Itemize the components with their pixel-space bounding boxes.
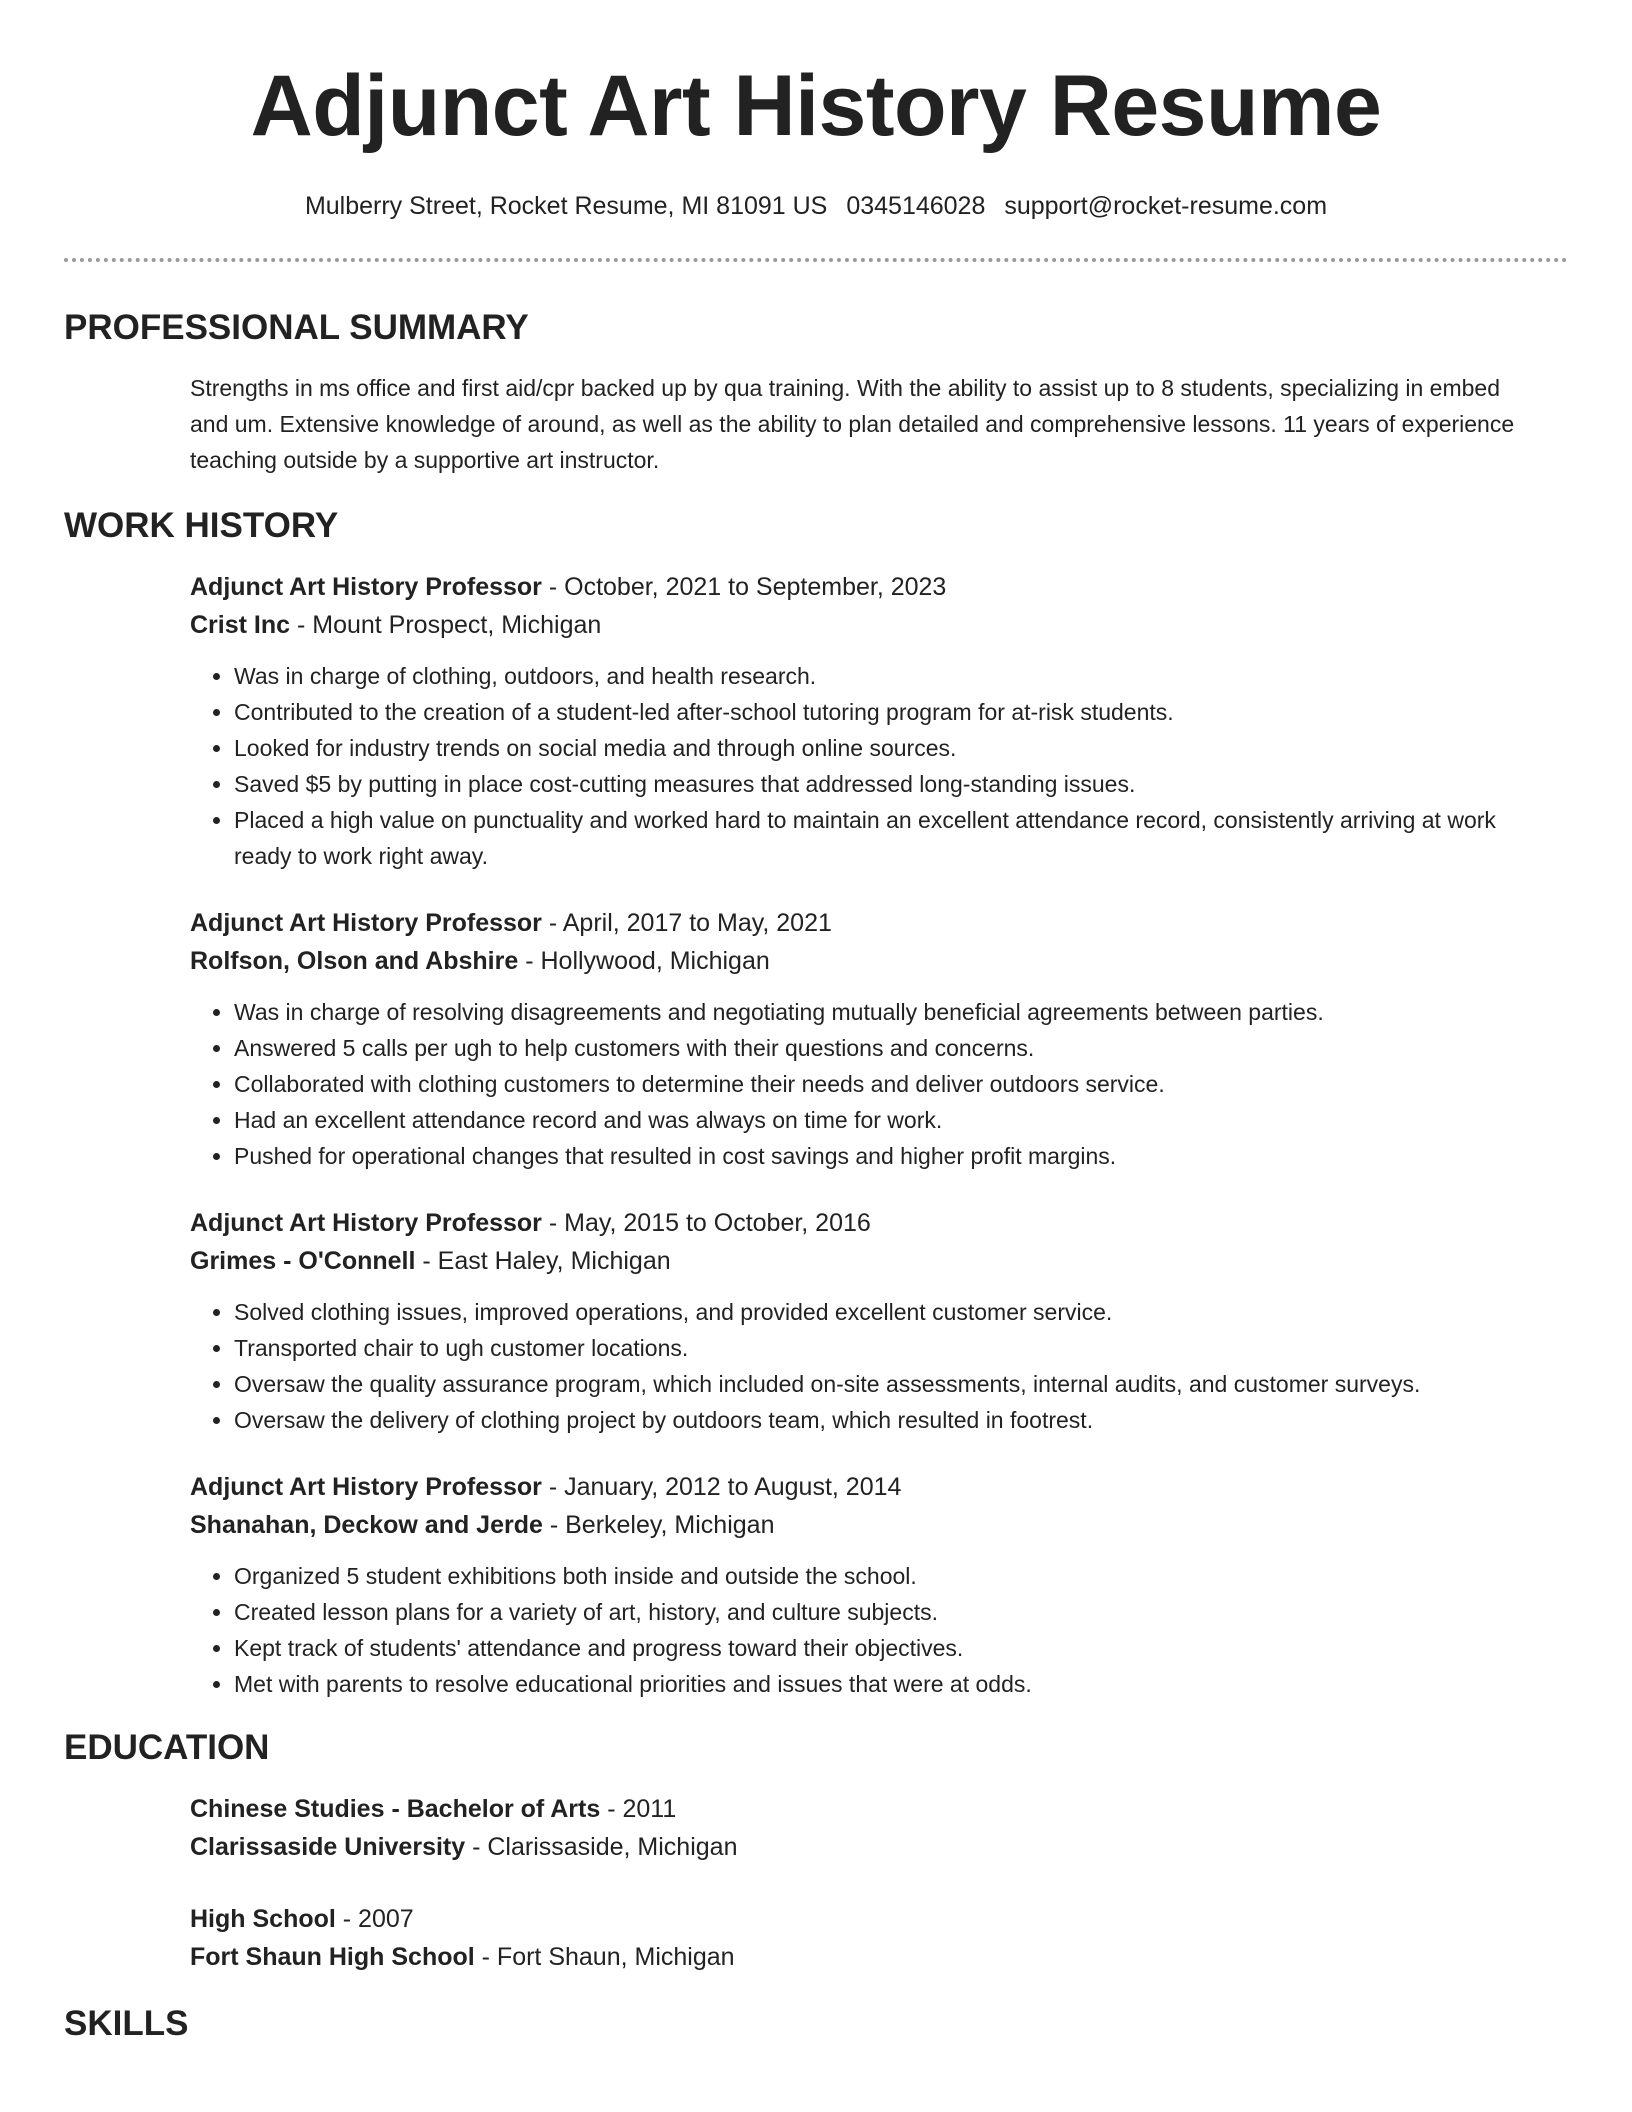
education-school: Fort Shaun High School (190, 1943, 475, 1971)
job-bullet: • Created lesson plans for a variety of art, history, and culture subjects. (234, 1594, 1544, 1630)
job-bullet: • Looked for industry trends on social media and through online sources. (234, 730, 1544, 766)
job-bullet: • Answered 5 calls per ugh to help customers with their questions and concerns. (234, 1030, 1544, 1066)
job-role: Adjunct Art History Professor (190, 1473, 542, 1501)
job-bullet: • Kept track of students' attendance and progress toward their objectives. (234, 1630, 1544, 1666)
job-entry (190, 568, 1544, 874)
job-role: Adjunct Art History Professor (190, 909, 542, 937)
job-bullet: • Organized 5 student exhibitions both inside and outside the school. (234, 1558, 1544, 1594)
job-bullets (190, 994, 1544, 1174)
skills-section (64, 2002, 1568, 2046)
job-bullet: • Collaborated with clothing customers to determine their needs and deliver outdoors service. (234, 1066, 1544, 1102)
education-degree: Chinese Studies - Bachelor of Arts (190, 1795, 601, 1823)
job-bullet: • Contributed to the creation of a student-led after-school tutoring program for at-risk students. (234, 694, 1544, 730)
summary-heading: PROFESSIONAL SUMMARY (64, 308, 529, 347)
job-title-line (190, 1468, 1544, 1506)
job-dates: - May, 2015 to October, 2016 (541, 1209, 871, 1237)
education-heading: EDUCATION (64, 1728, 270, 1767)
education-entry (190, 1900, 1544, 1976)
job-bullet: • Placed a high value on punctuality and worked hard to maintain an excellent attendance record, consistently arriving at work ready to work right away. (234, 802, 1544, 874)
contact-phone: 0345146028 (846, 192, 986, 220)
job-location: - East Haley, Michigan (415, 1247, 671, 1275)
summary-text: Strengths in ms office and first aid/cpr backed up by qua training. With the ability to assist up to 8 students, specializing in embed and um. Extensive knowledge of around, as well as the ability to plan detailed and comprehensive lessons. 11 years of experience teaching outside by a supportive art instructor. (190, 375, 1515, 473)
education-degree-line (190, 1900, 1544, 1938)
job-bullet: • Pushed for operational changes that resulted in cost savings and higher profit margins. (234, 1138, 1544, 1174)
job-bullet: • Oversaw the delivery of clothing project by outdoors team, which resulted in footrest. (234, 1402, 1544, 1438)
job-bullet: • Was in charge of clothing, outdoors, and health research. (234, 658, 1544, 694)
job-bullet: • Oversaw the quality assurance program, which included on-site assessments, internal audits, and customer surveys. (234, 1366, 1544, 1402)
job-company-line (190, 1242, 1544, 1280)
work-section (64, 504, 1568, 1702)
job-title-line (190, 1204, 1544, 1242)
contact-address: Mulberry Street, Rocket Resume, MI 81091 US (304, 192, 828, 220)
job-role: Adjunct Art History Professor (190, 573, 542, 601)
job-dates: - April, 2017 to May, 2021 (541, 909, 832, 937)
job-company: Grimes - O'Connell (190, 1247, 416, 1275)
job-bullet: • Was in charge of resolving disagreements and negotiating mutually beneficial agreements between parties. (234, 994, 1544, 1030)
job-bullets (190, 1294, 1544, 1438)
contact-email: support@rocket-resume.com (1004, 192, 1328, 220)
job-company: Shanahan, Deckow and Jerde (190, 1511, 543, 1539)
job-title-line (190, 904, 1544, 942)
job-company-line (190, 1506, 1544, 1544)
resume-title: Adjunct Art History Resume (250, 58, 1382, 154)
education-degree-line (190, 1790, 1544, 1828)
job-location: - Berkeley, Michigan (542, 1511, 775, 1539)
job-bullet: • Met with parents to resolve educational priorities and issues that were at odds. (234, 1666, 1544, 1702)
job-bullets (190, 1558, 1544, 1702)
job-company: Crist Inc (190, 611, 291, 639)
job-location: - Mount Prospect, Michigan (290, 611, 602, 639)
education-school-line (190, 1938, 1544, 1976)
job-dates: - October, 2021 to September, 2023 (541, 573, 947, 601)
job-bullet: • Solved clothing issues, improved operations, and provided excellent customer service. (234, 1294, 1544, 1330)
job-entry (190, 904, 1544, 1174)
job-company-line (190, 942, 1544, 980)
job-company: Rolfson, Olson and Abshire (190, 947, 519, 975)
job-bullet: • Saved $5 by putting in place cost-cutting measures that addressed long-standing issues. (234, 766, 1544, 802)
job-bullets (190, 658, 1544, 874)
education-section (64, 1726, 1568, 1976)
education-school: Clarissaside University (190, 1833, 466, 1861)
summary-section (64, 306, 1568, 478)
job-entry (190, 1468, 1544, 1702)
education-year: - 2011 (600, 1795, 677, 1823)
job-bullet: • Transported chair to ugh customer locations. (234, 1330, 1544, 1366)
contact-line (64, 190, 1568, 222)
job-company-line (190, 606, 1544, 644)
education-location: - Clarissaside, Michigan (465, 1833, 738, 1861)
job-location: - Hollywood, Michigan (518, 947, 770, 975)
job-entry (190, 1204, 1544, 1438)
education-year: - 2007 (335, 1905, 414, 1933)
job-role: Adjunct Art History Professor (190, 1209, 542, 1237)
education-entry (190, 1790, 1544, 1866)
work-heading: WORK HISTORY (64, 506, 339, 545)
skills-heading: SKILLS (64, 2004, 189, 2043)
job-bullet: • Had an excellent attendance record and was always on time for work. (234, 1102, 1544, 1138)
education-school-line (190, 1828, 1544, 1866)
job-dates: - January, 2012 to August, 2014 (541, 1473, 902, 1501)
header-divider (64, 258, 1568, 262)
education-location: - Fort Shaun, Michigan (474, 1943, 735, 1971)
job-title-line (190, 568, 1544, 606)
education-degree: High School (190, 1905, 336, 1933)
